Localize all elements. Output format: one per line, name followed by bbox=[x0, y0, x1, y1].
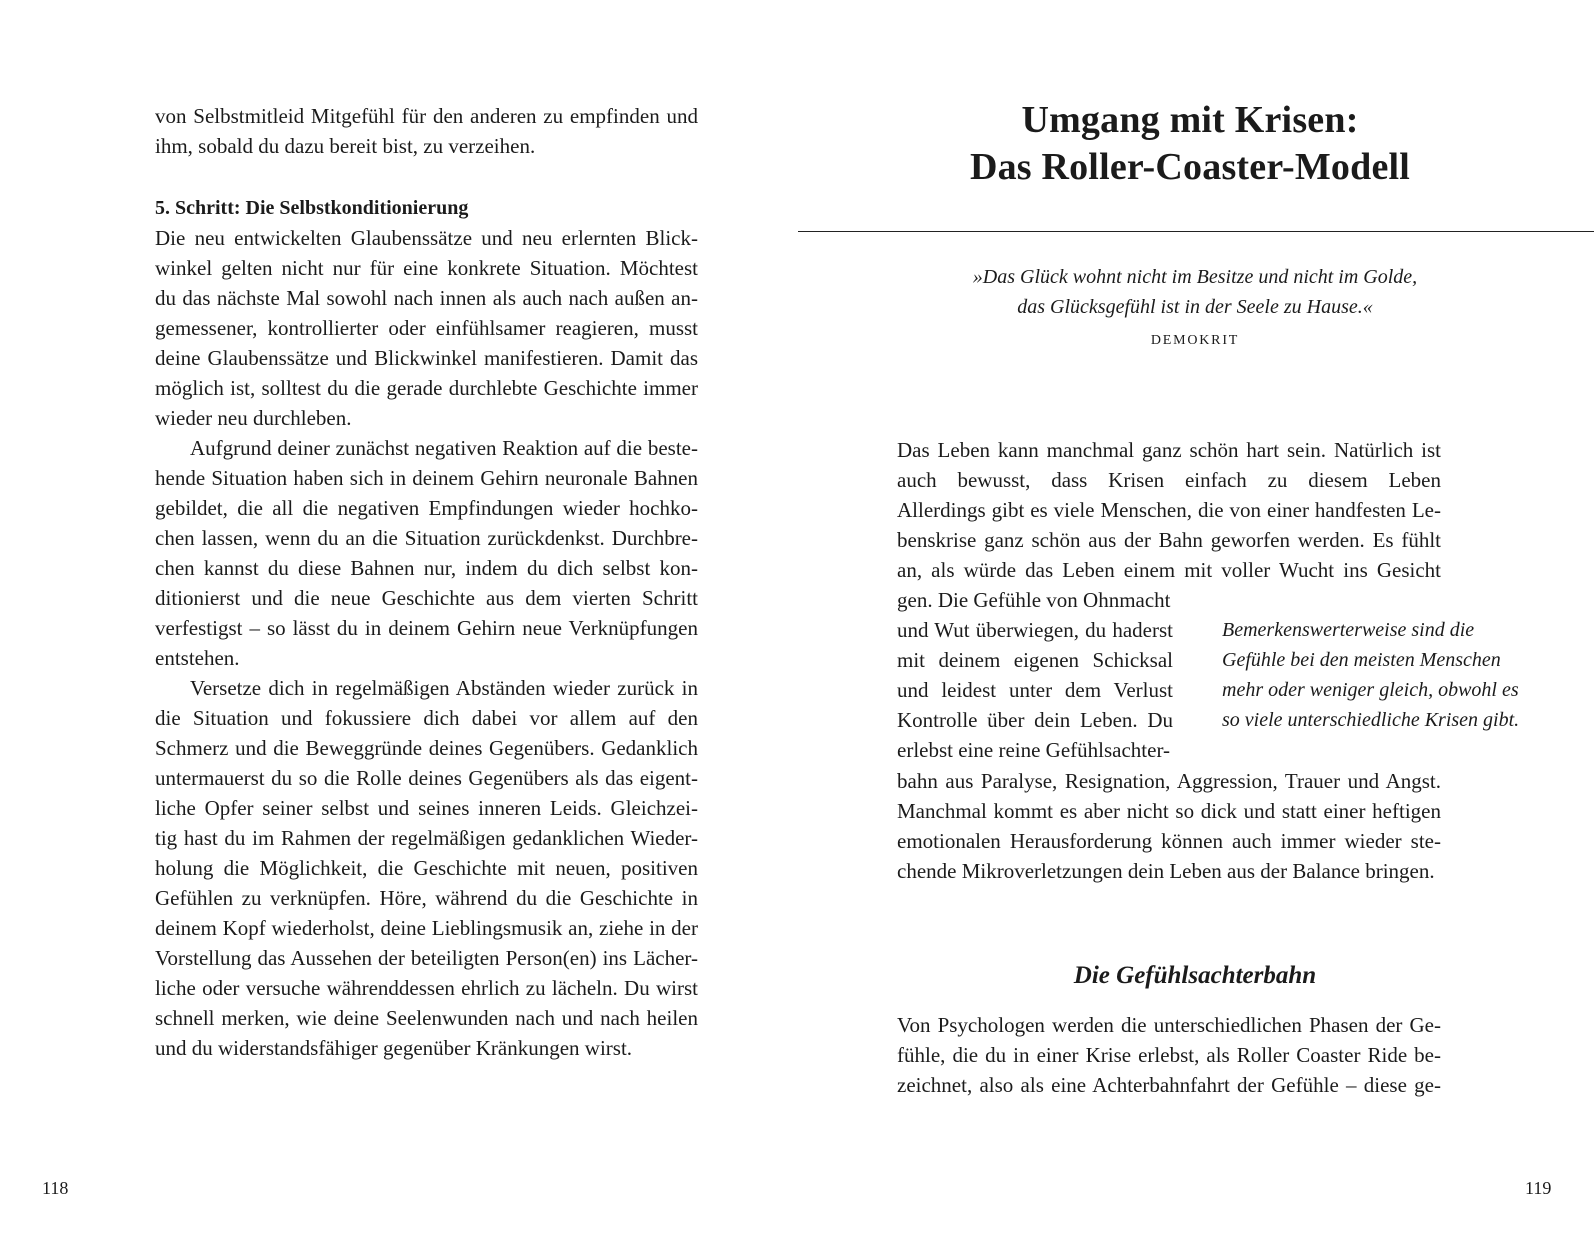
epigraph-author: DEMOKRIT bbox=[1150, 333, 1240, 348]
text-line: bahn aus Paralyse, Resignation, Aggression, Trauer und Angst. bbox=[897, 769, 1441, 793]
text-line: Von Psychologen werden die unterschiedlichen Phasen der Ge- bbox=[897, 1013, 1441, 1037]
text-line: fühle, die du in einer Krise erlebst, als Roller Coaster Ride be- bbox=[897, 1043, 1441, 1067]
text-line: chen kannst du diese Bahnen nur, indem du dich selbst kon- bbox=[155, 556, 698, 580]
chapter-title-line2: Das Roller-Coaster-Modell bbox=[969, 146, 1411, 188]
text-line: gen. Die Gefühle von Ohnmacht bbox=[897, 588, 1171, 612]
text-line: die Situation und fokussiere dich dabei vor allem auf den bbox=[155, 706, 698, 730]
text-line: chen lassen, wenn du an die Situation zurückdenkst. Durchbre- bbox=[155, 526, 698, 550]
text-line: zeichnet, also als eine Achterbahnfahrt der Gefühle – diese ge- bbox=[897, 1073, 1441, 1097]
sidebar-line: so viele unterschiedliche Krisen gibt. bbox=[1222, 709, 1520, 731]
text-line: an, als würde das Leben einem mit voller Wucht ins Gesicht bbox=[897, 558, 1441, 582]
text-line: holung die Möglichkeit, die Geschichte mit neuen, positiven bbox=[155, 856, 698, 880]
text-line: ihm, sobald du dazu bereit bist, zu verzeihen. bbox=[155, 134, 536, 158]
text-line: Gefühlen zu verknüpfen. Höre, während du die Geschichte in bbox=[155, 886, 698, 910]
step-heading: 5. Schritt: Die Selbstkonditionierung bbox=[155, 197, 469, 219]
text-line: du das nächste Mal sowohl nach innen als auch nach außen an- bbox=[155, 286, 698, 310]
text-line: und leidest unter dem Verlust bbox=[897, 678, 1173, 702]
text-line: Versetze dich in regelmäßigen Abständen wieder zurück in bbox=[190, 676, 698, 700]
text-line: von Selbstmitleid Mitgefühl für den anderen zu empfinden und bbox=[155, 104, 698, 128]
text-line: Aufgrund deiner zunächst negativen Reaktion auf die beste- bbox=[190, 436, 698, 460]
text-line: chende Mikroverletzungen dein Leben aus der Balance bringen. bbox=[897, 859, 1435, 883]
text-line: und Wut überwiegen, du haderst bbox=[897, 618, 1173, 642]
text-line: benskrise ganz schön aus der Bahn geworfen werden. Es fühlt bbox=[897, 528, 1441, 552]
text-line: wieder neu durchleben. bbox=[155, 406, 352, 430]
text-line: untermauerst du so die Rolle deines Gegenübers als das eigent- bbox=[155, 766, 698, 790]
text-line: emotionalen Herausforderung können auch immer wieder ste- bbox=[897, 829, 1441, 853]
text-line: Die neu entwickelten Glaubenssätze und neu erlernten Blick- bbox=[155, 226, 698, 250]
text-line: mit deinem eigenen Schicksal bbox=[897, 648, 1173, 672]
text-line: Vorstellung das Aussehen der beteiligten Person(en) ins Lächer- bbox=[155, 946, 698, 970]
text-line: winkel gelten nicht nur für eine konkrete Situation. Möchtest bbox=[155, 256, 698, 280]
text-line: erlebst eine reine Gefühlsachter- bbox=[897, 738, 1171, 762]
text-line: Das Leben kann manchmal ganz schön hart sein. Natürlich ist bbox=[897, 438, 1441, 462]
text-line: gemessener, kontrollierter oder einfühlsamer reagieren, musst bbox=[155, 316, 698, 340]
text-line: entstehen. bbox=[155, 646, 240, 670]
epigraph-line: das Glücksgefühl ist in der Seele zu Hause.« bbox=[1017, 296, 1373, 318]
text-line: verfestigst – so lässt du in deinem Gehirn neue Verknüpfungen bbox=[155, 616, 698, 640]
sidebar-line: Bemerkenswerterweise sind die bbox=[1222, 619, 1475, 641]
text-line: schnell merken, wie deine Seelenwunden nach und nach heilen bbox=[155, 1006, 698, 1030]
text-line: deinem Kopf wiederholst, deine Lieblingsmusik an, ziehe in der bbox=[155, 916, 698, 940]
text-line: deine Glaubenssätze und Blickwinkel manifestieren. Damit das bbox=[155, 346, 698, 370]
text-line: auch bewusst, dass Krisen einfach zu diesem Leben bbox=[897, 468, 1441, 492]
sidebar-line: Gefühle bei den meisten Menschen bbox=[1222, 649, 1501, 671]
text-line: liche oder versuche währenddessen ehrlich zu lächeln. Du wirst bbox=[155, 976, 698, 1000]
text-line: Schmerz und die Beweggründe deines Gegenübers. Gedanklich bbox=[155, 736, 698, 760]
text-line: gebildet, die all die negativen Empfindungen wieder hochko- bbox=[155, 496, 698, 520]
sidebar-line: mehr oder weniger gleich, obwohl es bbox=[1222, 679, 1519, 701]
text-line: liche Opfer seiner selbst und seines inneren Leids. Gleichzei- bbox=[155, 796, 698, 820]
page-number-right: 119 bbox=[1525, 1178, 1552, 1198]
text-line: möglich ist, solltest du die gerade durchlebte Geschichte immer bbox=[155, 376, 698, 400]
text-line: Manchmal kommt es aber nicht so dick und statt einer heftigen bbox=[897, 799, 1441, 823]
page-number-left: 118 bbox=[42, 1178, 69, 1198]
text-line: und du widerstandsfähiger gegenüber Kränkungen wirst. bbox=[155, 1036, 633, 1060]
chapter-title-line1: Umgang mit Krisen: bbox=[1021, 99, 1359, 141]
title-divider bbox=[798, 231, 1594, 232]
section-subheading: Die Gefühlsachterbahn bbox=[1073, 962, 1317, 989]
text-line: Kontrolle über dein Leben. Du bbox=[897, 708, 1173, 732]
epigraph-line: »Das Glück wohnt nicht im Besitze und nicht im Golde, bbox=[972, 266, 1418, 288]
text-line: ditionierst und die neue Geschichte aus dem vierten Schritt bbox=[155, 586, 698, 610]
text-line: tig hast du im Rahmen der regelmäßigen gedanklichen Wieder- bbox=[155, 826, 698, 850]
text-line: hende Situation haben sich in deinem Gehirn neuronale Bahnen bbox=[155, 466, 698, 490]
text-line: Allerdings gibt es viele Menschen, die von einer handfesten Le- bbox=[897, 498, 1441, 522]
